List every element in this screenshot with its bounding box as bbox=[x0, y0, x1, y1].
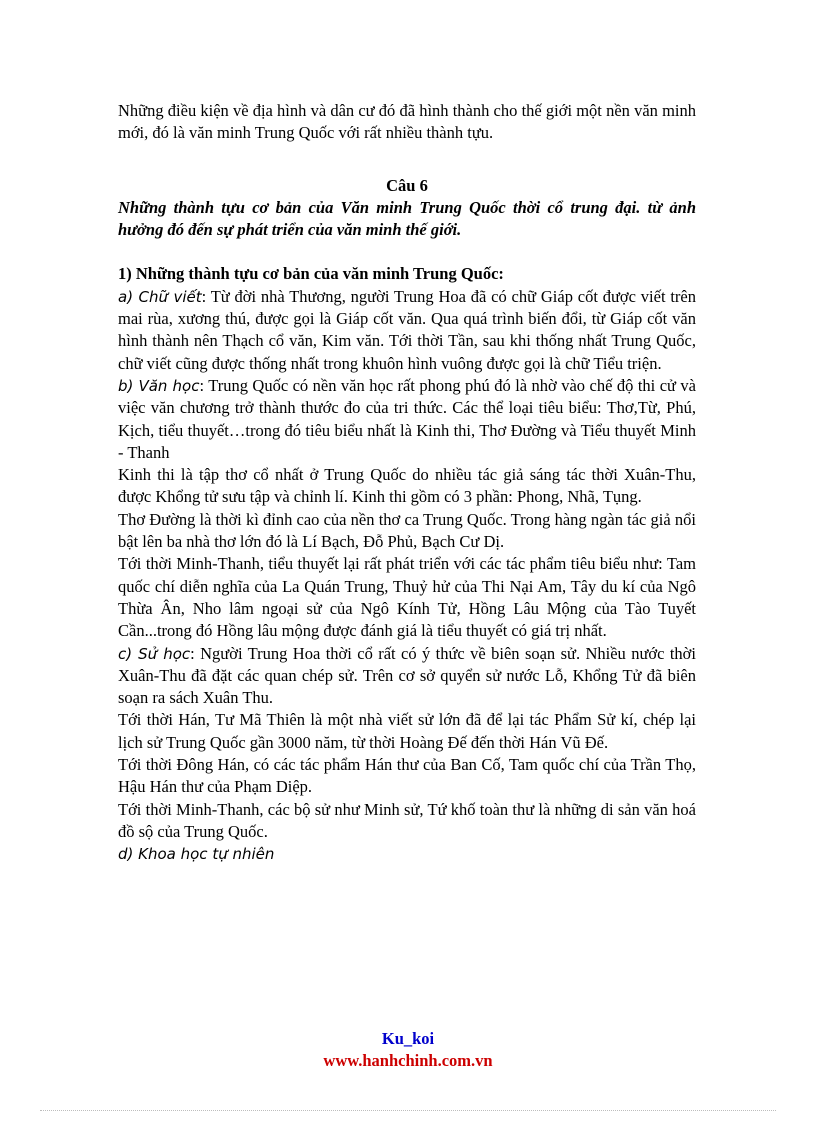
intro-paragraph: Những điều kiện về địa hình và dân cư đó đã hình thành cho thế giới một nền văn minh mới, đó là văn minh Trung Quốc với rất nhiều thành tựu. bbox=[118, 101, 696, 143]
question-text: Những thành tựu cơ bản của Văn minh Trung Quốc thời cổ trung đại. từ ảnh hưởng đó đến sự phát triển của văn minh thế giới. bbox=[118, 197, 696, 240]
chu-viet-label: a) Chữ viết bbox=[118, 287, 202, 306]
tho-duong-paragraph: Thơ Đường là thời kì đỉnh cao của nền thơ ca Trung Quốc. Trong hàng ngàn tác giả nổi bật lên ba nhà thơ lớn đó là Lí Bạch, Đỗ Phủ, Bạch Cư Dị. bbox=[118, 509, 696, 552]
kinh-thi-paragraph: Kinh thi là tập thơ cổ nhất ở Trung Quốc do nhiều tác giả sáng tác thời Xuân-Thu, được Khổng tử sưu tập và chỉnh lí. Kinh thi gồm có 3 phần: Phong, Nhã, Tụng. bbox=[118, 465, 696, 507]
han-history-paragraph: Tới thời Hán, Tư Mã Thiên là một nhà viết sử lớn đã để lại tác Phẩm Sử kí, chép lại lịch sử Trung Quốc gần 3000 năm, từ thời Hoàng Đế đến thời Hán Vũ Đế. bbox=[118, 710, 696, 752]
su-hoc-text: : Người Trung Hoa thời cổ rất có ý thức về biên soạn sử. Nhiều nước thời Xuân-Thu đã đặt các quan chép sử. Trên cơ sở quyển sử nước Lỗ, Khổng Tử đã biên soạn ra sách Xuân Thu. bbox=[118, 643, 696, 708]
minh-thanh-history-paragraph: Tới thời Minh-Thanh, các bộ sử như Minh sử, Tứ khố toàn thư là những di sản văn hoá đồ sộ của Trung Quốc. bbox=[118, 799, 696, 841]
chu-viet-paragraph bbox=[118, 286, 696, 375]
van-hoc-label: b) Văn học bbox=[118, 376, 200, 395]
van-hoc-paragraph bbox=[118, 375, 696, 464]
van-hoc-text: : Trung Quốc có nền văn học rất phong phú đó là nhờ vào chế độ thi cử và việc văn chương trở thành thước đo của tri thức. Các thể loại tiêu biểu: Thơ,Từ, Phú, Kịch, tiểu thuyết…trong đó tiêu biểu nhất là Kinh thi, Thơ Đường và Tiểu thuyết Minh - Thanh bbox=[118, 375, 696, 462]
footer-author: Ku_koi bbox=[381, 1029, 435, 1048]
khoa-hoc-label: d) Khoa học tự nhiên bbox=[118, 845, 275, 864]
su-hoc-paragraph bbox=[118, 643, 696, 710]
question-heading: Câu 6 bbox=[386, 175, 428, 195]
dong-han-paragraph: Tới thời Đông Hán, có các tác phẩm Hán thư của Ban Cố, Tam quốc chí của Trần Thọ, Hậu Hán thư của Phạm Diệp. bbox=[118, 755, 696, 797]
footer-website[interactable]: www.hanhchinh.com.vn bbox=[323, 1051, 493, 1070]
section-title: 1) Những thành tựu cơ bản của văn minh Trung Quốc: bbox=[118, 264, 504, 284]
chu-viet-text: : Từ đời nhà Thương, người Trung Hoa đã có chữ Giáp cốt được viết trên mai rùa, xương thú, được gọi là Giáp cốt văn. Qua quá trình biến đổi, từ Giáp cốt văn hình thành nên Thạch cổ văn, Kim văn. Tới thời Tần, sau khi thống nhất Trung Quốc, chữ viết cũng được thống nhất trong khuôn hình vuông được gọi là chữ Tiểu triện. bbox=[118, 286, 696, 373]
page-bottom-divider bbox=[40, 1110, 776, 1111]
page-footer bbox=[0, 1028, 816, 1072]
su-hoc-label: c) Sử học bbox=[118, 644, 191, 663]
minh-thanh-novel-paragraph: Tới thời Minh-Thanh, tiểu thuyết lại rất phát triển với các tác phẩm tiêu biểu như: Tam quốc chí diễn nghĩa của La Quán Trung, Thuỷ hử của Thi Nại Am, Tây du kí của Ngô Thừa Ân, Nho lâm ngoại sử của Ngô Kính Tử, Hồng Lâu Mộng của Tào Tuyết Cần...trong đó Hồng lâu mộng được đánh giá là tiểu thuyết có giá trị nhất. bbox=[118, 554, 696, 641]
khoa-hoc-paragraph bbox=[118, 843, 696, 865]
document-body bbox=[118, 100, 696, 866]
